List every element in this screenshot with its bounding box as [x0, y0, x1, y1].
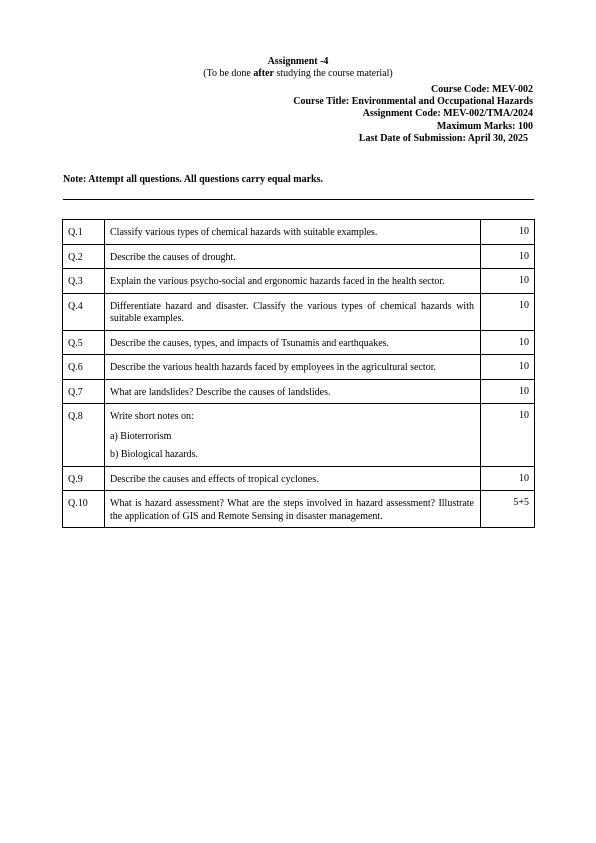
table-row: [63, 466, 535, 491]
question-marks: 5+5: [481, 491, 535, 528]
question-text: What is hazard assessment? What are the steps involved in hazard assessment? Illustrate the application of GIS and Remote Sensing in disaster management.: [105, 491, 481, 528]
question-text: Describe the various health hazards faced by employees in the agricultural sector.: [105, 355, 481, 380]
table-row: [63, 330, 535, 355]
question-marks: 10: [481, 293, 535, 330]
question-marks: 10: [481, 379, 535, 404]
question-marks: 10: [481, 220, 535, 245]
question-number: Q.7: [63, 379, 105, 404]
question-number: Q.6: [63, 355, 105, 380]
question-text: Describe the causes and effects of tropical cyclones.: [105, 466, 481, 491]
question-text: What are landslides? Describe the causes of landslides.: [105, 379, 481, 404]
question-marks: 10: [481, 355, 535, 380]
question-number: Q.3: [63, 269, 105, 294]
question-marks: 10: [481, 269, 535, 294]
maximum-marks: Maximum Marks: 100: [436, 120, 533, 132]
table-row: [63, 220, 535, 245]
subtitle-post: studying the course material): [273, 68, 393, 79]
subtitle-bold: after: [253, 68, 274, 79]
course-meta-block: [293, 84, 533, 145]
question-number: Q.5: [63, 330, 105, 355]
table-row: [63, 379, 535, 404]
table-row: [63, 404, 535, 467]
assignment-code: Assignment Code: MEV-002/TMA/2024: [362, 108, 533, 120]
table-row: [63, 244, 535, 269]
table-row: [63, 491, 535, 528]
question-number: Q.8: [63, 404, 105, 467]
last-date-of-submission: Last Date of Submission: April 30, 2025: [358, 132, 528, 144]
table-row: [63, 355, 535, 380]
question-marks: 10: [481, 466, 535, 491]
question-marks: 10: [481, 244, 535, 269]
course-title: Course Title: Environmental and Occupational Hazards: [293, 96, 533, 108]
question-text: Differentiate hazard and disaster. Classify the various types of chemical hazards with suitable examples.: [105, 293, 481, 330]
question-number: Q.4: [63, 293, 105, 330]
question-number: Q.9: [63, 466, 105, 491]
question-text: Classify various types of chemical hazards with suitable examples.: [105, 220, 481, 245]
horizontal-divider: [63, 199, 534, 200]
question-text: Explain the various psycho-social and ergonomic hazards faced in the health sector.: [105, 269, 481, 294]
question-number: Q.10: [63, 491, 105, 528]
question-number: Q.1: [63, 220, 105, 245]
subtitle-pre: (To be done: [203, 68, 254, 79]
question-marks: 10: [481, 330, 535, 355]
sub-item-a: a) Bioterrorism: [110, 430, 172, 442]
course-code: Course Code: MEV-002: [430, 84, 533, 95]
assignment-title: Assignment -4: [267, 56, 329, 67]
instructions-note: Note: Attempt all questions. All questions carry equal marks.: [63, 174, 323, 185]
question-text: Describe the causes, types, and impacts of Tsunamis and earthquakes.: [105, 330, 481, 355]
questions-table: [62, 219, 535, 528]
question-text: [105, 404, 481, 467]
question-marks: 10: [481, 404, 535, 467]
sub-item-b: b) Biological hazards.: [110, 449, 199, 460]
question-text: Describe the causes of drought.: [105, 244, 481, 269]
assignment-subtitle: [0, 68, 596, 79]
question-number: Q.2: [63, 244, 105, 269]
question-text-main: Write short notes on:: [110, 411, 194, 422]
table-row: [63, 269, 535, 294]
table-row: [63, 293, 535, 330]
